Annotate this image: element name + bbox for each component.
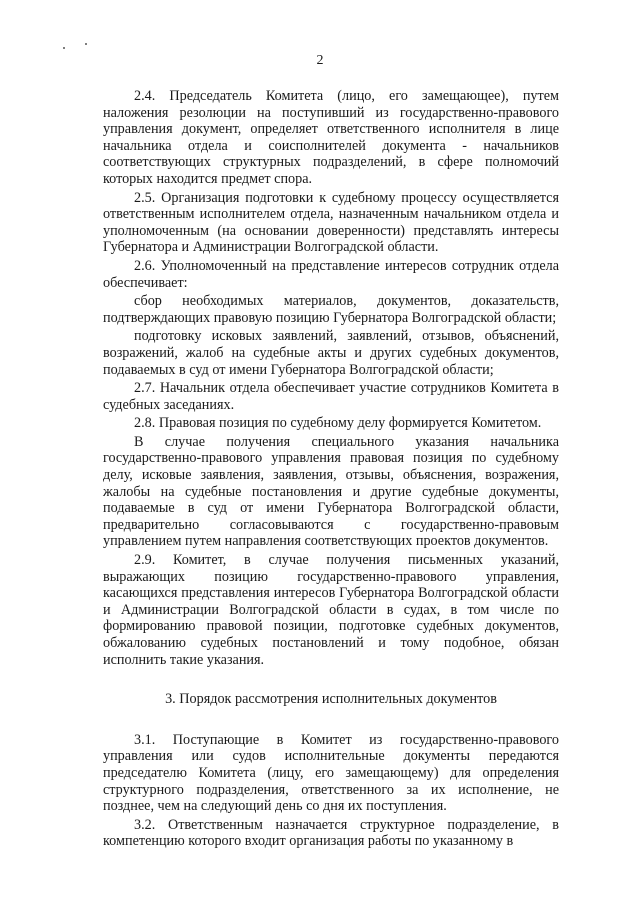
scan-speck (63, 47, 65, 49)
document-body (103, 88, 559, 850)
page-number: 2 (316, 53, 324, 68)
paragraph-2-6-item-2: подготовку исковых заявлений, заявлений, отзывов, объяснений, возражений, жалоб на судебные акты и других судебных документов, подаваемых в суд от имени Губернатора Волгоградской области; (103, 328, 559, 378)
paragraph-2-6: 2.6. Уполномоченный на представление интересов сотрудник отдела обеспечивает: (103, 257, 559, 291)
section-heading: 3. Порядок рассмотрения исполнительных документов (165, 691, 497, 708)
scan-speck (85, 43, 87, 45)
paragraph-2-4: 2.4. Председатель Комитета (лицо, его замещающее), путем наложения резолюции на поступивший из государственно-правового управления документ, определяет ответственного исполнителя в лице начальника отдела и соисполнителей документа - начальников соответствующих структурных подразделений, в сфере полномочий которых находится предмет спора. (103, 88, 559, 187)
paragraph-2-7: 2.7. Начальник отдела обеспечивает участие сотрудников Комитета в судебных заседаниях. (103, 380, 559, 413)
paragraph-2-8: 2.8. Правовая позиция по судебному делу формируется Комитетом. (134, 415, 542, 432)
paragraph-2-9: 2.9. Комитет, в случае получения письменных указаний, выражающих позицию государственно-правового управления, касающихся представления интересов Губернатора Волгоградской области и Администрации Волгоградской области в судах, в том числе по формированию правовой позиции, подготовке судебных документов, обжалованию судебных постановлений и тому подобное, обязан исполнить такие указания. (103, 552, 559, 668)
paragraph-3-2: 3.2. Ответственным назначается структурное подразделение, в компетенцию которого входит организация работы по указанному в (103, 816, 559, 850)
paragraph-2-5: 2.5. Организация подготовки к судебному процессу осуществляется ответственным исполнителем отдела, назначенным начальником отдела и уполномоченным (на основании доверенности) представлять интересы Губернатора и Администрации Волгоградской области. (103, 189, 559, 256)
paragraph-3-1: 3.1. Поступающие в Комитет из государственно-правового управления или судов исполнительные документы передаются председателю Комитета (лицу, его замещающему) для определения структурного подразделения, ответственного за их исполнение, не позднее, чем на следующий день со дня их поступления. (103, 731, 559, 815)
paragraph-2-6-item-1: сбор необходимых материалов, документов, доказательств, подтверждающих правовую позицию Губернатора Волгоградской области; (103, 293, 559, 326)
paragraph-2-8-detail: В случае получения специального указания начальника государственно-правового управления правовая позиция по судебному делу, исковые заявления, заявления, отзывы, объяснения, возражения, жалобы на судебные постановления и другие судебные документы, подаваемые в суд от имени Губернатора Волгоградской области, предварительно согласовываются с государственно-правовым управлением путем направления соответствующих проектов документов. (103, 433, 559, 550)
